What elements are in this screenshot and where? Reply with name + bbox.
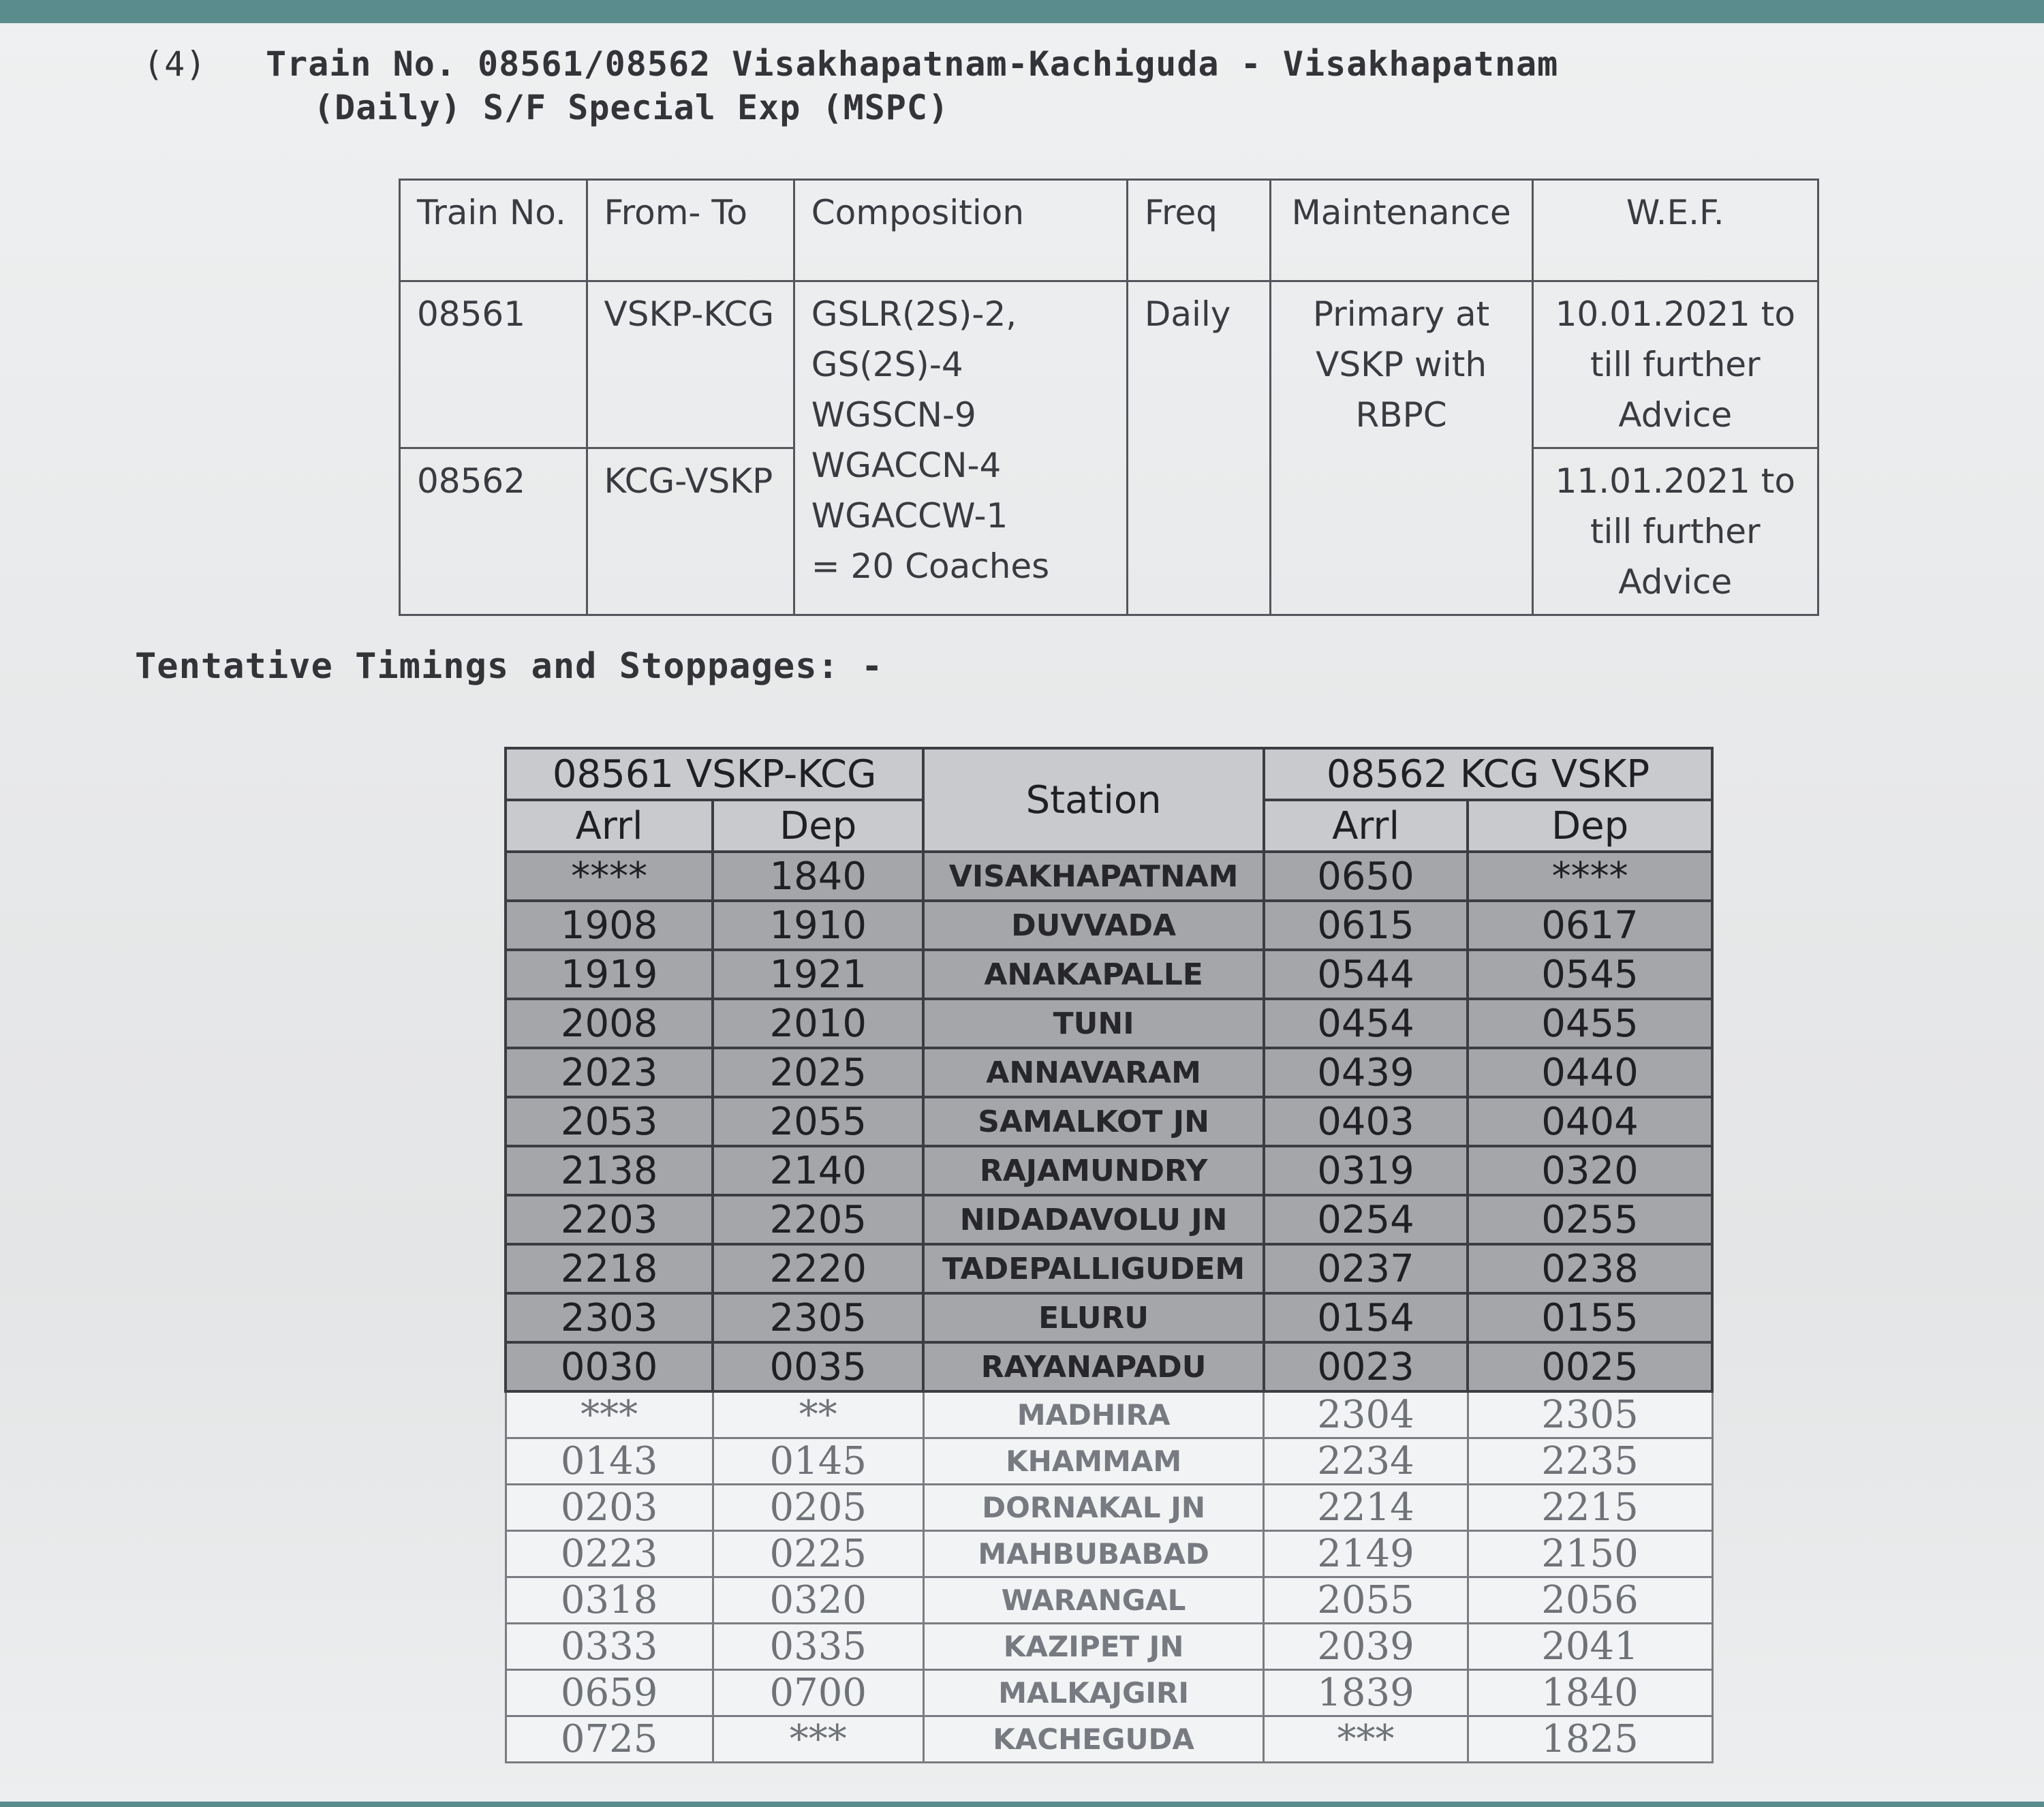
notice-heading (143, 42, 1558, 129)
arr-08561-cell: 0725 (506, 1716, 713, 1763)
table-row (506, 999, 1712, 1048)
dep-08561-cell: 2140 (713, 1146, 923, 1195)
arr-08562-cell: 2149 (1264, 1531, 1468, 1577)
header-08562: 08562 KCG VSKP (1264, 748, 1712, 800)
info-header-maintenance: Maintenance (1270, 180, 1532, 281)
timings-table (504, 747, 1714, 1763)
station-cell: ANAKAPALLE (923, 950, 1264, 999)
arr-08562-cell: *** (1264, 1716, 1468, 1763)
arr-08562-cell: 2304 (1264, 1391, 1468, 1438)
composition-line: = 20 Coaches (811, 546, 1050, 586)
dep-08562-cell: 2150 (1468, 1531, 1712, 1577)
arr-08562-cell: 0254 (1264, 1195, 1468, 1244)
header-dep-08562: Dep (1468, 800, 1712, 852)
timings-subheading: Tentative Timings and Stoppages: - (135, 646, 884, 687)
dep-08561-cell: 1910 (713, 901, 923, 950)
arr-08561-cell: 0030 (506, 1342, 713, 1391)
arr-08562-cell: 0439 (1264, 1048, 1468, 1097)
dep-08561-cell: 2025 (713, 1048, 923, 1097)
train-info-table (399, 179, 1819, 616)
station-cell: SAMALKOT JN (923, 1097, 1264, 1146)
info-wef: 10.01.2021 to till further Advice (1532, 281, 1818, 448)
arr-08561-cell: 2218 (506, 1244, 713, 1293)
table-row (506, 1048, 1712, 1097)
station-cell: TADEPALLIGUDEM (923, 1244, 1264, 1293)
dep-08561-cell: 1921 (713, 950, 923, 999)
station-cell: TUNI (923, 999, 1264, 1048)
station-cell: DORNAKAL JN (923, 1485, 1264, 1531)
arr-08561-cell: 2203 (506, 1195, 713, 1244)
dep-08561-cell: 2010 (713, 999, 923, 1048)
table-row (506, 950, 1712, 999)
arr-08561-cell: 2008 (506, 999, 713, 1048)
table-row (506, 1485, 1712, 1531)
dep-08561-cell: 2305 (713, 1293, 923, 1342)
station-cell: MADHIRA (923, 1391, 1264, 1438)
info-train-no: 08561 (400, 281, 587, 448)
dep-08562-cell: 2305 (1468, 1391, 1712, 1438)
arr-08561-cell: 2023 (506, 1048, 713, 1097)
composition-line: WGSCN-9 (811, 395, 976, 435)
heading-line-2: (Daily) S/F Special Exp (MSPC) (313, 88, 950, 127)
dep-08561-cell: 1840 (713, 852, 923, 901)
arr-08562-cell: 2039 (1264, 1624, 1468, 1670)
station-cell: WARANGAL (923, 1577, 1264, 1624)
station-cell: ELURU (923, 1293, 1264, 1342)
dep-08561-cell: ** (713, 1391, 923, 1438)
table-row (506, 1244, 1712, 1293)
info-header-train-no: Train No. (400, 180, 587, 281)
dep-08562-cell: 0255 (1468, 1195, 1712, 1244)
info-maintenance: Primary at VSKP with RBPC (1270, 281, 1532, 615)
table-row (506, 1195, 1712, 1244)
info-from-to: KCG-VSKP (587, 448, 794, 615)
dep-08562-cell: 2235 (1468, 1438, 1712, 1485)
arr-08562-cell: 1839 (1264, 1670, 1468, 1716)
dep-08562-cell: 2215 (1468, 1485, 1712, 1531)
timings-header-row (506, 748, 1712, 800)
arr-08561-cell: **** (506, 852, 713, 901)
arr-08561-cell: 2138 (506, 1146, 713, 1195)
station-cell: ANNAVARAM (923, 1048, 1264, 1097)
composition-line: GS(2S)-4 (811, 345, 963, 384)
dep-08561-cell: 0205 (713, 1485, 923, 1531)
arr-08562-cell: 0650 (1264, 852, 1468, 901)
dep-08562-cell: 0455 (1468, 999, 1712, 1048)
arr-08562-cell: 2055 (1264, 1577, 1468, 1624)
arr-08561-cell: 2303 (506, 1293, 713, 1342)
info-header-freq: Freq (1127, 180, 1270, 281)
info-header-from-to: From- To (587, 180, 794, 281)
station-cell: KACHEGUDA (923, 1716, 1264, 1763)
heading-line-1: Train No. 08561/08562 Visakhapatnam-Kachiguda - Visakhapatnam (266, 44, 1559, 84)
arr-08561-cell: 0659 (506, 1670, 713, 1716)
station-cell: RAJAMUNDRY (923, 1146, 1264, 1195)
table-row (506, 1097, 1712, 1146)
arr-08561-cell: 1908 (506, 901, 713, 950)
table-row (506, 1146, 1712, 1195)
composition-line: WGACCW-1 (811, 496, 1008, 536)
info-header-wef: W.E.F. (1532, 180, 1818, 281)
arr-08562-cell: 0544 (1264, 950, 1468, 999)
arr-08561-cell: 0223 (506, 1531, 713, 1577)
arr-08561-cell: 2053 (506, 1097, 713, 1146)
arr-08562-cell: 2214 (1264, 1485, 1468, 1531)
dep-08562-cell: 1825 (1468, 1716, 1712, 1763)
arr-08561-cell: 0318 (506, 1577, 713, 1624)
dep-08561-cell: *** (713, 1716, 923, 1763)
table-row (506, 1391, 1712, 1438)
arr-08562-cell: 0237 (1264, 1244, 1468, 1293)
arr-08562-cell: 0319 (1264, 1146, 1468, 1195)
frame-bottom-border (0, 1802, 2044, 1807)
dep-08562-cell: 0440 (1468, 1048, 1712, 1097)
arr-08561-cell: *** (506, 1391, 713, 1438)
station-cell: MAHBUBABAD (923, 1531, 1264, 1577)
frame-top-border (0, 0, 2044, 23)
arr-08561-cell: 0333 (506, 1624, 713, 1670)
info-wef: 11.01.2021 to till further Advice (1532, 448, 1818, 615)
table-row (506, 852, 1712, 901)
table-row (506, 1716, 1712, 1763)
header-08561: 08561 VSKP-KCG (506, 748, 923, 800)
dep-08561-cell: 0145 (713, 1438, 923, 1485)
station-cell: VISAKHAPATNAM (923, 852, 1264, 901)
dep-08561-cell: 0225 (713, 1531, 923, 1577)
station-cell: RAYANAPADU (923, 1342, 1264, 1391)
dep-08561-cell: 2205 (713, 1195, 923, 1244)
arr-08562-cell: 0615 (1264, 901, 1468, 950)
info-composition (794, 281, 1127, 615)
table-row (506, 1531, 1712, 1577)
arr-08561-cell: 0203 (506, 1485, 713, 1531)
dep-08562-cell: 0617 (1468, 901, 1712, 950)
table-row (506, 1342, 1712, 1391)
dep-08562-cell: 0545 (1468, 950, 1712, 999)
dep-08561-cell: 0320 (713, 1577, 923, 1624)
dep-08561-cell: 0700 (713, 1670, 923, 1716)
dep-08562-cell: 0155 (1468, 1293, 1712, 1342)
station-cell: DUVVADA (923, 901, 1264, 950)
header-arr-08561: Arrl (506, 800, 713, 852)
table-row (506, 1624, 1712, 1670)
info-train-no: 08562 (400, 448, 587, 615)
table-row (506, 1438, 1712, 1485)
dep-08562-cell: 2056 (1468, 1577, 1712, 1624)
dep-08561-cell: 0335 (713, 1624, 923, 1670)
table-row (506, 1670, 1712, 1716)
dep-08562-cell: 0404 (1468, 1097, 1712, 1146)
arr-08561-cell: 1919 (506, 950, 713, 999)
info-from-to: VSKP-KCG (587, 281, 794, 448)
dep-08562-cell: 0025 (1468, 1342, 1712, 1391)
header-arr-08562: Arrl (1264, 800, 1468, 852)
composition-line: WGACCN-4 (811, 446, 1002, 485)
header-dep-08561: Dep (713, 800, 923, 852)
table-row (506, 1577, 1712, 1624)
station-cell: NIDADAVOLU JN (923, 1195, 1264, 1244)
dep-08562-cell: 2041 (1468, 1624, 1712, 1670)
arr-08562-cell: 0023 (1264, 1342, 1468, 1391)
station-cell: KHAMMAM (923, 1438, 1264, 1485)
dep-08562-cell: **** (1468, 852, 1712, 901)
header-station: Station (923, 748, 1264, 852)
dep-08561-cell: 2055 (713, 1097, 923, 1146)
table-row (506, 1293, 1712, 1342)
arr-08562-cell: 0403 (1264, 1097, 1468, 1146)
info-row-08561 (400, 281, 1818, 448)
arr-08562-cell: 0454 (1264, 999, 1468, 1048)
station-cell: MALKAJGIRI (923, 1670, 1264, 1716)
arr-08562-cell: 0154 (1264, 1293, 1468, 1342)
info-freq: Daily (1127, 281, 1270, 615)
info-header-row (400, 180, 1818, 281)
dep-08562-cell: 0320 (1468, 1146, 1712, 1195)
item-number: (4) (143, 44, 207, 84)
station-cell: KAZIPET JN (923, 1624, 1264, 1670)
table-row (506, 901, 1712, 950)
info-header-composition: Composition (794, 180, 1127, 281)
dep-08561-cell: 2220 (713, 1244, 923, 1293)
composition-line: GSLR(2S)-2, (811, 294, 1017, 334)
dep-08562-cell: 0238 (1468, 1244, 1712, 1293)
arr-08561-cell: 0143 (506, 1438, 713, 1485)
dep-08561-cell: 0035 (713, 1342, 923, 1391)
arr-08562-cell: 2234 (1264, 1438, 1468, 1485)
dep-08562-cell: 1840 (1468, 1670, 1712, 1716)
